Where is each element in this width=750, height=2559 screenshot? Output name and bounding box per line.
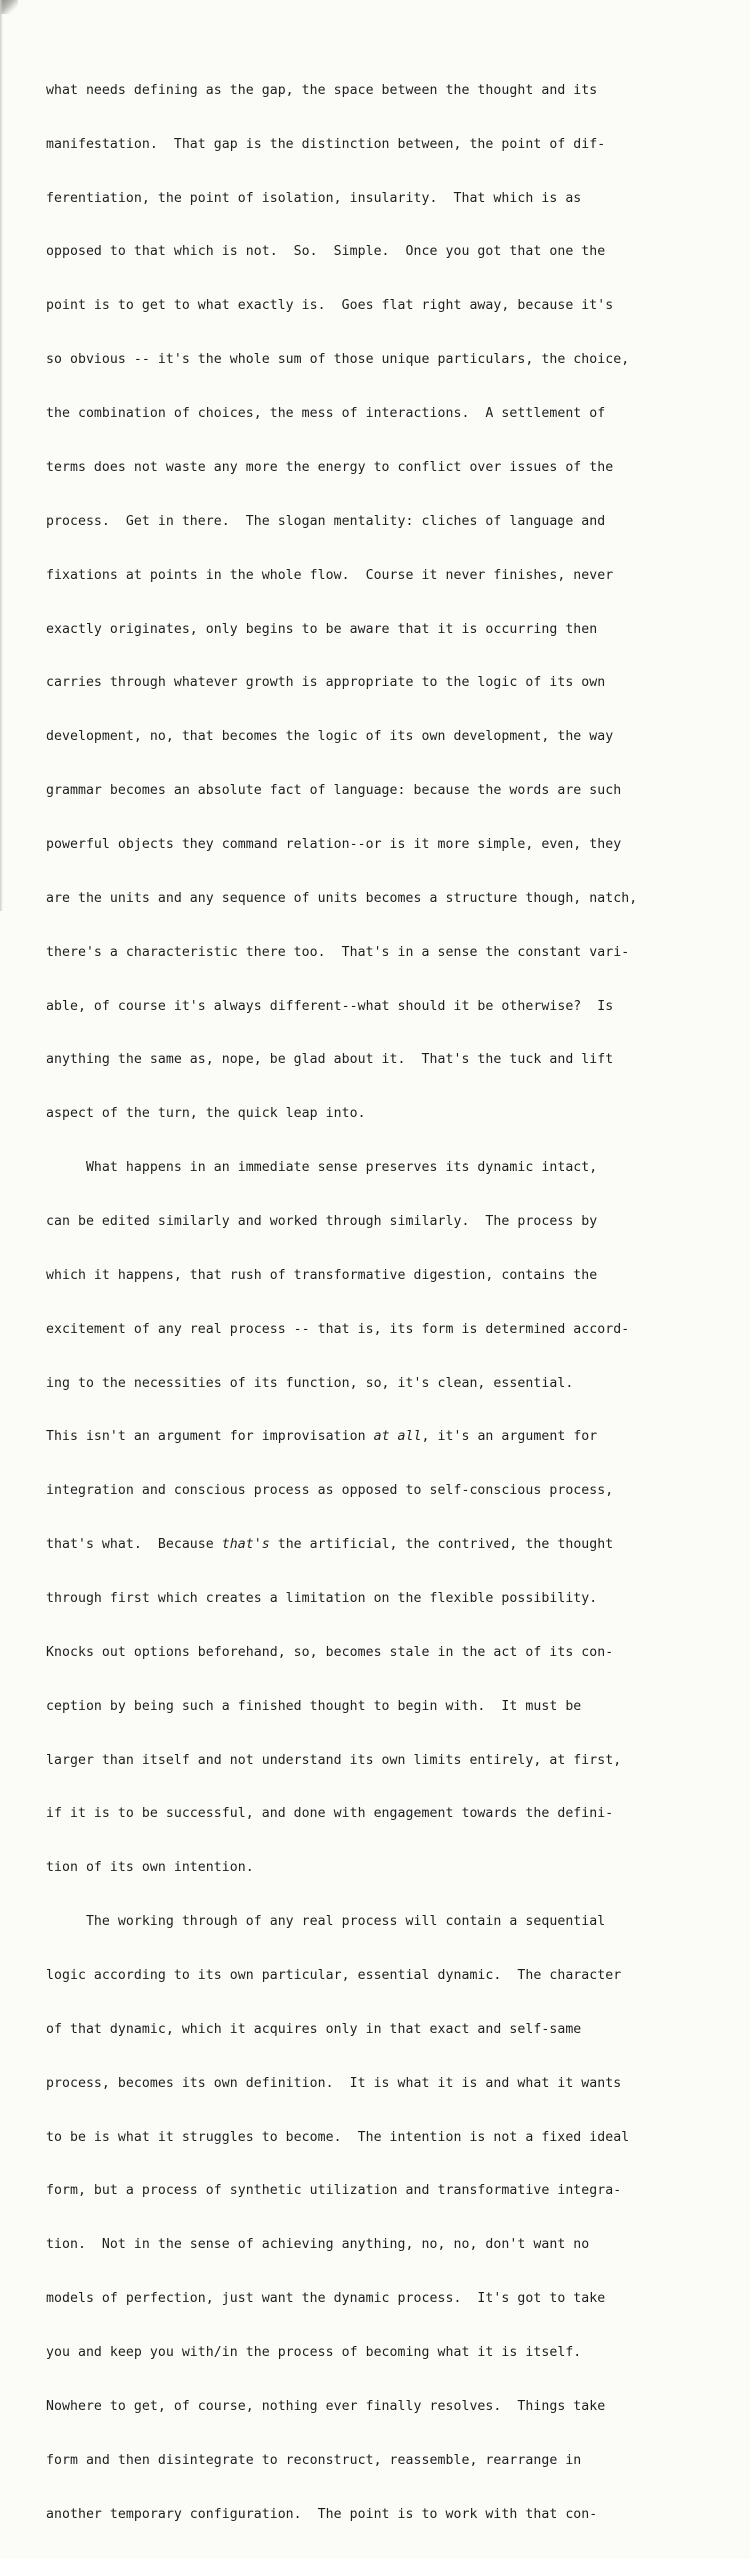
text-line: carries through whatever growth is appropriate to the logic of its own xyxy=(46,675,606,691)
text-line: integration and conscious process as opposed to self-conscious process, xyxy=(46,1483,614,1499)
text-line: grammar becomes an absolute fact of language: because the words are such xyxy=(46,783,622,799)
text-line: larger than itself and not understand its own limits entirely, at first, xyxy=(46,1752,622,1768)
text-line: manifestation. That gap is the distinction between, the point of dif- xyxy=(46,136,606,152)
text-line: opposed to that which is not. So. Simple. Once you got that one the xyxy=(46,244,606,260)
text-line: what needs defining as the gap, the space between the thought and its xyxy=(46,82,598,98)
text-line: form, but a process of synthetic utilization and transformative integra- xyxy=(46,2183,622,2199)
text-line: through first which creates a limitation on the flexible possibility. xyxy=(46,1590,598,1606)
text-line: exactly originates, only begins to be aware that it is occurring then xyxy=(46,621,598,637)
text-line: ferentiation, the point of isolation, insularity. That which is as xyxy=(46,190,582,206)
text-line: models of perfection, just want the dynamic process. It's got to take xyxy=(46,2291,606,2307)
text-line: Knocks out options beforehand, so, becomes stale in the act of its con- xyxy=(46,1644,614,1660)
text-line: aspect of the turn, the quick leap into. xyxy=(46,1106,366,1122)
text-line: process. Get in there. The slogan mentality: cliches of language and xyxy=(46,513,606,529)
text-segment: the artificial, the contrived, the thought xyxy=(269,1537,614,1553)
text-line: ing to the necessities of its function, so, it's clean, essential. xyxy=(46,1375,574,1391)
text-line xyxy=(46,1428,736,1446)
body-text xyxy=(46,46,736,2559)
text-line: Nowhere to get, of course, nothing ever finally resolves. Things take xyxy=(46,2398,606,2414)
text-line: able, of course it's always different--what should it be otherwise? Is xyxy=(46,998,614,1014)
text-line: to be is what it struggles to become. The intention is not a fixed ideal xyxy=(46,2129,630,2145)
text-line: are the units and any sequence of units becomes a structure though, natch, xyxy=(46,890,638,906)
text-line: you and keep you with/in the process of becoming what it is itself. xyxy=(46,2345,582,2360)
text-line: anything the same as, nope, be glad about it. That's the tuck and lift xyxy=(46,1052,614,1068)
text-line: can be edited similarly and worked through similarly. The process by xyxy=(46,1213,598,1229)
text-line: of that dynamic, which it acquires only in that exact and self-same xyxy=(46,2021,582,2037)
text-line: form and then disintegrate to reconstruct, reassemble, rearrange in xyxy=(46,2452,582,2468)
text-line: What happens in an immediate sense preserves its dynamic intact, xyxy=(46,1160,598,1176)
text-line: point is to get to what exactly is. Goes flat right away, because it's xyxy=(46,298,614,314)
italic-emphasis: that's xyxy=(221,1537,270,1553)
text-line: if it is to be successful, and done with engagement towards the defini- xyxy=(46,1806,614,1822)
text-line: development, no, that becomes the logic of its own development, the way xyxy=(46,729,614,745)
text-line: tion of its own intention. xyxy=(46,1860,254,1876)
text-segment: This isn't an argument for improvisation xyxy=(46,1429,374,1445)
text-line: so obvious -- it's the whole sum of those unique particulars, the choice, xyxy=(46,352,630,368)
italic-emphasis: at all xyxy=(373,1429,422,1445)
text-line: there's a characteristic there too. That's in a sense the constant vari- xyxy=(46,944,630,960)
text-line: The working through of any real process will contain a sequential xyxy=(46,1914,606,1930)
text-line: logic according to its own particular, essential dynamic. The character xyxy=(46,1967,622,1983)
text-line xyxy=(46,1536,736,1554)
text-line: the combination of choices, the mess of interactions. A settlement of xyxy=(46,406,606,422)
page-edge-shadow xyxy=(0,0,3,911)
text-segment: that's what. Because xyxy=(46,1537,222,1553)
text-line: powerful objects they command relation--or is it more simple, even, they xyxy=(46,836,622,852)
text-line: tion. Not in the sense of achieving anything, no, no, don't want no xyxy=(46,2237,590,2253)
text-line: which it happens, that rush of transformative digestion, contains the xyxy=(46,1267,598,1283)
text-line: ception by being such a finished thought to begin with. It must be xyxy=(46,1698,582,1714)
text-line: excitement of any real process -- that is, its form is determined accord- xyxy=(46,1321,630,1337)
text-segment: , it's an argument for xyxy=(421,1429,598,1445)
text-line: process, becomes its own definition. It is what it is and what it wants xyxy=(46,2075,622,2091)
text-line: another temporary configuration. The point is to work with that con- xyxy=(46,2506,598,2522)
text-line: fixations at points in the whole flow. Course it never finishes, never xyxy=(46,567,614,583)
text-line: terms does not waste any more the energy to conflict over issues of the xyxy=(46,459,614,475)
